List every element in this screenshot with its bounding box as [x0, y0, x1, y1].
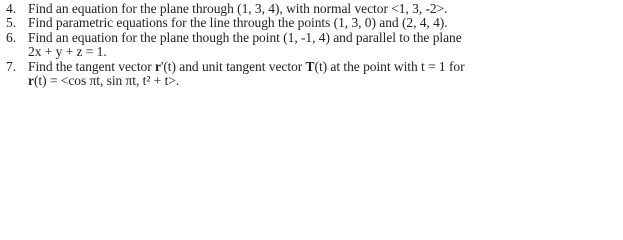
problem-line: Find an equation for the plane though the point (1, -1, 4) and parallel to the plane	[28, 29, 462, 45]
problem-5	[6, 16, 618, 30]
text-segment: (t) = <cos πt, sin πt, t² + t>.	[33, 73, 180, 89]
problem-number: 5.	[6, 15, 17, 31]
problem-text	[28, 2, 448, 16]
problem-line: 2x + y + z = 1.	[28, 44, 107, 60]
problem-7	[6, 60, 618, 89]
problem-number: 7.	[6, 58, 17, 74]
problem-text	[28, 60, 465, 89]
vector-symbol: T	[305, 58, 315, 74]
text-segment: '(t) and unit tangent vector	[160, 58, 306, 74]
problem-4	[6, 2, 618, 16]
vector-symbol: r	[155, 58, 161, 74]
problem-number: 4.	[6, 1, 17, 16]
homework-page	[0, 0, 623, 112]
problem-number: 6.	[6, 29, 17, 45]
vector-symbol: r	[28, 73, 34, 89]
problem-line	[28, 74, 465, 88]
problem-6	[6, 31, 618, 60]
problem-line	[28, 60, 465, 74]
problem-list	[6, 2, 618, 88]
text-segment: (t) at the point with t = 1 for	[314, 58, 465, 74]
problem-text	[28, 16, 448, 30]
text-segment: Find the tangent vector	[28, 58, 156, 74]
problem-line: Find parametric equations for the line through the points (1, 3, 0) and (2, 4, 4).	[28, 15, 448, 31]
problem-line: Find an equation for the plane through (1, 3, 4), with normal vector <1, 3, -2>.	[28, 1, 448, 16]
problem-text	[28, 31, 462, 60]
